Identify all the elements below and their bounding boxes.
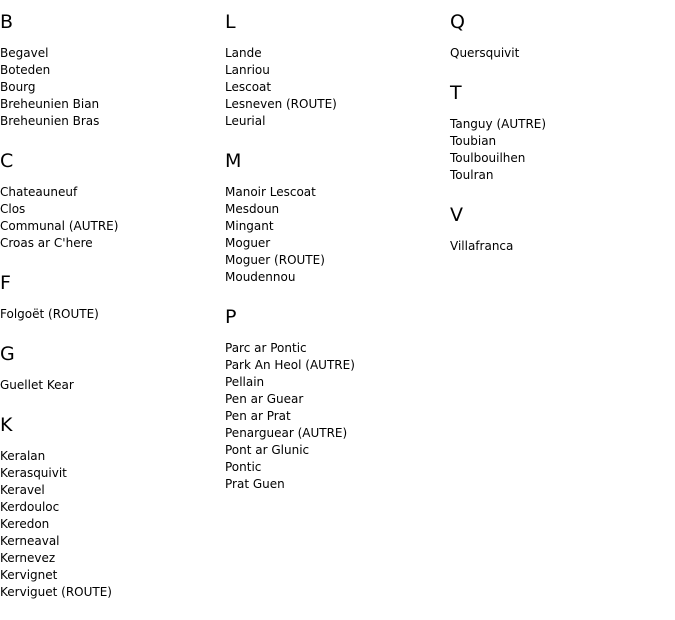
street-link[interactable]: Croas ar C'here	[0, 236, 93, 250]
letter-group-v	[450, 203, 675, 255]
street-link[interactable]: Lescoat	[225, 80, 272, 94]
street-link[interactable]: Penarguear (AUTRE)	[225, 426, 348, 440]
street-link[interactable]: Lesneven (ROUTE)	[225, 97, 337, 111]
list-item	[450, 150, 675, 167]
street-list	[0, 45, 225, 130]
list-item	[450, 238, 675, 255]
index-column-2	[225, 0, 450, 493]
list-item	[0, 567, 225, 584]
letter-group-l	[225, 10, 450, 130]
street-link[interactable]: Breheunien Bras	[0, 114, 100, 128]
street-link[interactable]: Pellain	[225, 375, 265, 389]
street-link[interactable]: Kerviguet (ROUTE)	[0, 585, 112, 599]
letter-group-p	[225, 305, 450, 493]
list-item	[0, 306, 225, 323]
street-link[interactable]: Bourg	[0, 80, 36, 94]
street-link[interactable]: Pontic	[225, 460, 262, 474]
list-item	[450, 116, 675, 133]
street-list	[0, 377, 225, 394]
list-item	[225, 201, 450, 218]
list-item	[225, 459, 450, 476]
street-link[interactable]: Manoir Lescoat	[225, 185, 316, 199]
letter-heading: C	[0, 150, 14, 172]
street-link[interactable]: Tanguy (AUTRE)	[450, 117, 547, 131]
street-link[interactable]: Kerdouloc	[0, 500, 60, 514]
letter-group-b	[0, 10, 225, 130]
list-item	[225, 235, 450, 252]
list-item	[0, 584, 225, 601]
list-item	[0, 533, 225, 550]
street-link[interactable]: Park An Heol (AUTRE)	[225, 358, 355, 372]
list-item	[225, 45, 450, 62]
list-item	[0, 79, 225, 96]
list-item	[0, 465, 225, 482]
letter-heading: F	[0, 272, 11, 294]
street-link[interactable]: Begavel	[0, 46, 49, 60]
street-link[interactable]: Mingant	[225, 219, 274, 233]
index-column-3	[450, 0, 675, 255]
street-link[interactable]: Communal (AUTRE)	[0, 219, 119, 233]
list-item	[0, 550, 225, 567]
street-link[interactable]: Toulran	[450, 168, 494, 182]
street-list	[225, 45, 450, 130]
list-item	[450, 45, 675, 62]
street-link[interactable]: Villafranca	[450, 239, 514, 253]
street-link[interactable]: Guellet Kear	[0, 378, 74, 392]
list-item	[225, 79, 450, 96]
street-link[interactable]: Moguer	[225, 236, 271, 250]
street-link[interactable]: Quersquivit	[450, 46, 520, 60]
street-link[interactable]: Keralan	[0, 449, 46, 463]
list-item	[450, 133, 675, 150]
street-link[interactable]: Toubian	[450, 134, 497, 148]
street-link[interactable]: Folgoët (ROUTE)	[0, 307, 99, 321]
street-list	[450, 238, 675, 255]
street-list	[450, 45, 675, 62]
street-list	[225, 184, 450, 286]
list-item	[0, 184, 225, 201]
letter-group-c	[0, 149, 225, 252]
street-link[interactable]: Clos	[0, 202, 26, 216]
list-item	[0, 62, 225, 79]
list-item	[225, 113, 450, 130]
street-link[interactable]: Toulbouilhen	[450, 151, 526, 165]
street-link[interactable]: Kervignet	[0, 568, 58, 582]
street-link[interactable]: Kerneaval	[0, 534, 60, 548]
list-item	[225, 218, 450, 235]
list-item	[225, 408, 450, 425]
letter-group-f	[0, 271, 225, 323]
street-list	[450, 116, 675, 184]
index-column-1	[0, 0, 225, 601]
list-item	[0, 201, 225, 218]
letter-group-q	[450, 10, 675, 62]
letter-heading: M	[225, 150, 242, 172]
letter-heading: L	[225, 11, 236, 33]
list-item	[225, 269, 450, 286]
letter-group-m	[225, 149, 450, 286]
street-link[interactable]: Keravel	[0, 483, 45, 497]
street-link[interactable]: Kernevez	[0, 551, 56, 565]
list-item	[0, 516, 225, 533]
street-list	[0, 184, 225, 252]
letter-heading: K	[0, 414, 13, 436]
letter-heading: B	[0, 11, 14, 33]
list-item	[225, 252, 450, 269]
street-link[interactable]: Keredon	[0, 517, 50, 531]
list-item	[225, 425, 450, 442]
street-link[interactable]: Kerasquivit	[0, 466, 67, 480]
letter-heading: V	[450, 204, 463, 226]
list-item	[0, 45, 225, 62]
list-item	[0, 377, 225, 394]
street-link[interactable]: Chateauneuf	[0, 185, 78, 199]
street-link[interactable]: Pont ar Glunic	[225, 443, 310, 457]
list-item	[450, 167, 675, 184]
street-link[interactable]: Leurial	[225, 114, 266, 128]
street-link[interactable]: Breheunien Bian	[0, 97, 100, 111]
letter-group-g	[0, 342, 225, 394]
list-item	[0, 96, 225, 113]
street-list	[225, 340, 450, 493]
letter-heading: G	[0, 343, 15, 365]
street-link[interactable]: Pen ar Prat	[225, 409, 291, 423]
street-link[interactable]: Lanriou	[225, 63, 270, 77]
list-item	[0, 235, 225, 252]
list-item	[0, 218, 225, 235]
street-link[interactable]: Boteden	[0, 63, 51, 77]
letter-group-t	[450, 81, 675, 184]
list-item	[225, 476, 450, 493]
street-link[interactable]: Moudennou	[225, 270, 296, 284]
street-link[interactable]: Parc ar Pontic	[225, 341, 307, 355]
list-item	[0, 482, 225, 499]
letter-heading: Q	[450, 11, 465, 33]
street-link[interactable]: Lande	[225, 46, 262, 60]
street-list	[0, 306, 225, 323]
list-item	[225, 184, 450, 201]
list-item	[225, 374, 450, 391]
list-item	[225, 340, 450, 357]
letter-heading: P	[225, 306, 237, 328]
list-item	[225, 96, 450, 113]
list-item	[0, 448, 225, 465]
list-item	[0, 113, 225, 130]
letter-heading: T	[450, 82, 462, 104]
list-item	[225, 442, 450, 459]
list-item	[225, 357, 450, 374]
letter-group-k	[0, 413, 225, 601]
street-link[interactable]: Moguer (ROUTE)	[225, 253, 325, 267]
list-item	[225, 391, 450, 408]
street-link[interactable]: Prat Guen	[225, 477, 285, 491]
street-link[interactable]: Mesdoun	[225, 202, 280, 216]
street-list	[0, 448, 225, 601]
street-link[interactable]: Pen ar Guear	[225, 392, 304, 406]
list-item	[0, 499, 225, 516]
list-item	[225, 62, 450, 79]
